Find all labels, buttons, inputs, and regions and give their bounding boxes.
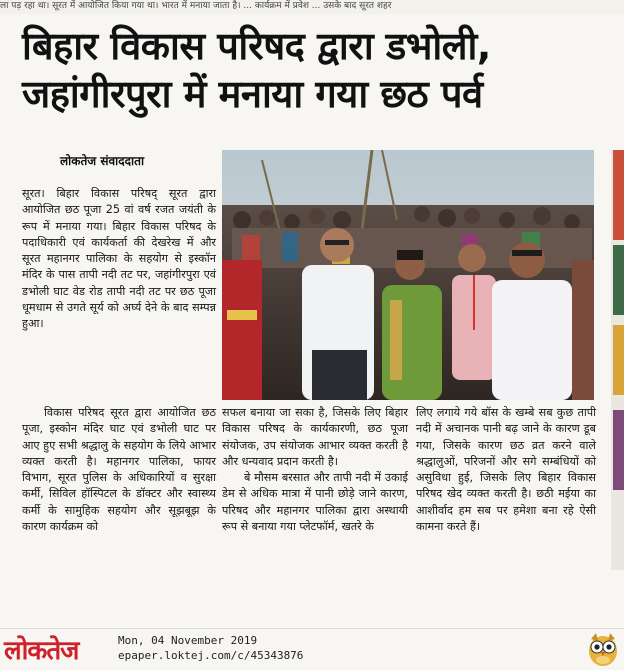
adjacent-article-strip: [611, 150, 624, 570]
epaper-footer: [0, 628, 624, 670]
owl-icon: [586, 631, 620, 667]
epaper-url[interactable]: epaper.loktej.com/c/45343876: [118, 649, 304, 662]
article-paragraph: लिए लगाये गये बॉस के खम्बे सब कुछ तापी नदी में अचानक पानी बढ़ जाने के कारण डूब गया, जिसके कारण छठ व्रत करने वाले श्रद्धालुओं, परिजनों और सगे सम्बंधियों को असुविधा हुई, जिसके लिए बिहार विकास परिषद खेद व्यक्त करती है। छठी मईया का आशीर्वाद हम सब पर हमेशा बना रहे ऐसी कामना करते हैं।: [416, 406, 596, 534]
crowd-photo: [222, 150, 594, 400]
article-paragraph: सूरत। बिहार विकास परिषद् सूरत द्वारा आयोजित छठ पूजा 25 वां वर्ष रजत जयंती के रूप में मनाया गया। बिहार विकास परिषद के पदाधिकारी एवं कार्यकर्ता की देखरेख में और सूरत महानगर पालिका के सहयोग से इस्कॉन मंदिर के पास तापी नदी तट पर, जहांगीरपुरा एवं डभोली घाट वेड रोड तापी नदी तट पर छठ पूजा धूमधाम से उगते सूर्य को अर्घ्य देने के बाद सम्पन्न हुआ।: [22, 187, 216, 331]
top-cut-text: ला पड़ रहा था। सूरत में आयोजित किया गया था। भारत में मनाया जाता है। ... कार्यक्रम में प्रवेश ... उसके बाद सूरत शहर: [0, 0, 624, 14]
byline: लोकतेज संवाददाता: [60, 154, 145, 168]
headline-line-1: बिहार विकास परिषद द्वारा डभोली,: [22, 24, 491, 68]
article-column-2: [222, 405, 408, 535]
article-column-1: [22, 186, 216, 333]
publication-date: Mon, 04 November 2019: [118, 634, 258, 647]
article-paragraph: विकास परिषद सूरत द्वारा आयोजित छठ पूजा, इस्कोन मंदिर घाट एवं डभोली घाट पर आए हुए सभी श्रद्धालु के सहयोग के लिये आभार व्यक्त करती है। महानगर पालिका, फायर विभाग, सूरत पुलिस के अधिकारियों व सुरक्षा कर्मी, सिविल हॉस्पिटल के डॉक्टर और स्वास्थ्य कर्मी के सामुहिक सहयोग और सूझबूझ के कारण कार्यक्रम को: [22, 406, 216, 534]
article-column-1-continued: [22, 405, 216, 535]
headline-line-2: जहांगीरपुरा में मनाया गया छठ पर्व: [22, 72, 483, 116]
loktej-logo: लोकतेज: [4, 636, 79, 666]
footer-meta: [118, 633, 303, 663]
headline: [22, 22, 612, 118]
article-column-3: [416, 405, 596, 535]
article-paragraph: सफल बनाया जा सका है, जिसके लिए बिहार विकास परिषद के कार्यकारणी, छठ पूजा संयोजक, उप संयोजक आभार व्यक्त करती है और धन्यवाद प्रदान करती है।: [222, 406, 408, 468]
article-paragraph: बे मौसम बरसात और तापी नदी में उकाई डेम से अधिक मात्रा में पानी छोड़े जाने कारण, परिषद और महानगर पालिका द्वारा अस्थायी रूप से बनाया गया प्लेटफॉर्म, खतरे के: [222, 471, 408, 534]
